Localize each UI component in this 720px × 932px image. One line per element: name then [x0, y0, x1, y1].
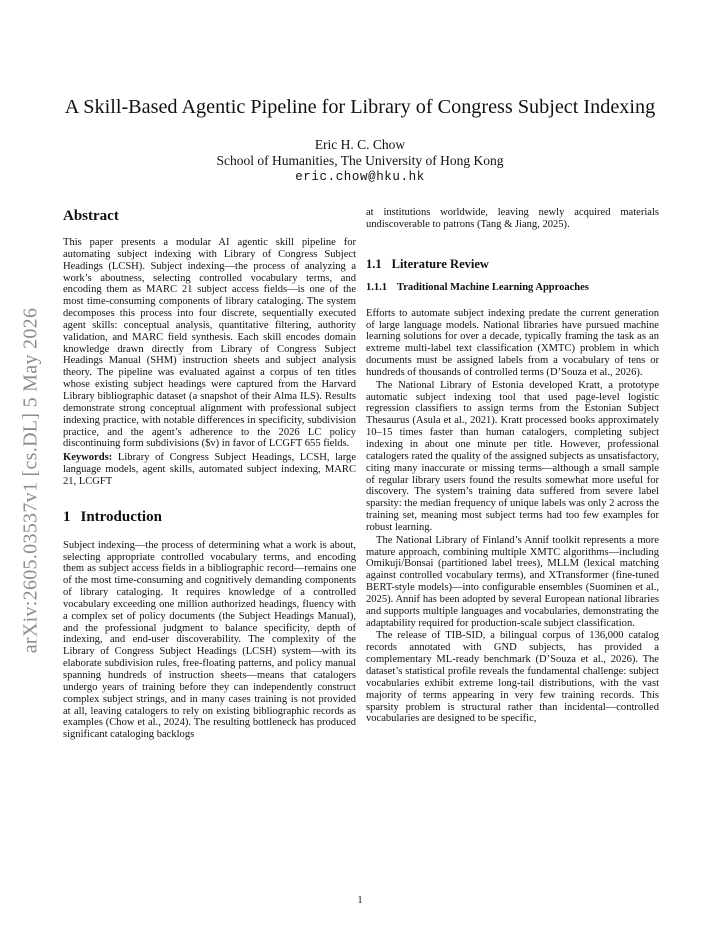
intro-heading-text: Introduction — [80, 508, 162, 525]
lit-review-number: 1.1 — [366, 256, 382, 271]
subsection-heading-text: Traditional Machine Learning Approaches — [397, 281, 589, 293]
author-block — [40, 137, 680, 185]
author-email[interactable]: eric.chow@hku.hk — [295, 170, 425, 184]
arxiv-identifier — [14, 270, 48, 690]
lit-review-paragraph: The release of TIB-SID, a bilingual corpus of 136,000 catalog records annotated with GND subjects, has provided a complementary ML-ready benchmark (D’Souza et al., 2026). The dataset’s statistical profile reveals the fundamental challenge: subject vocabularies exhibit extreme long-tail distributions, with the vast majority of terms appearing in very few training records. This sparsity problem is structural rather than incidental—controlled vocabularies are designed to be specific, — [366, 630, 659, 725]
page-number: 1 — [357, 895, 363, 906]
lit-review-heading-text: Literature Review — [391, 256, 489, 271]
abstract-heading: Abstract — [63, 208, 119, 224]
intro-paragraph-continued: at institutions worldwide, leaving newly acquired materials undiscoverable to patrons (Tang & Jiang, 2025). — [366, 207, 659, 230]
keywords-label: Keywords: — [63, 452, 113, 464]
lit-review-paragraph: Efforts to automate subject indexing predate the current generation of large language models. National libraries have pursued machine learning solutions for over a decade, typically framing the task as an extreme multi-label text classification (XMTC) problem in which documents must be assigned labels from a vocabulary of tens or hundreds of thousands of controlled terms (D’Souza et al., 2026). — [366, 307, 659, 378]
arxiv-identifier-text: arXiv:2605.03537v1 [cs.DL] 5 May 2026 — [19, 307, 42, 653]
subsection-number: 1.1.1 — [366, 281, 387, 293]
keywords-text: Library of Congress Subject Headings, LCSH, large language models, agent skills, automated subject indexing, MARC 21, LCGFT — [63, 452, 356, 487]
intro-heading — [63, 508, 356, 526]
lit-review-paragraph: The National Library of Finland’s Annif toolkit represents a more mature approach, combining multiple XMTC algorithms—including Omikuji/Bonsai (partitioned label trees), MLLM (lexical matching against controlled vocabulary terms), and XTransformer (fine-tuned BERT-style models)—into configurable ensembles (Suominen et al., 2025). Annif has been adopted by several European national libraries and supports multiple languages and vocabularies, demonstrating the adaptability required for production-scale subject classification. — [366, 534, 659, 629]
intro-heading-number: 1 — [63, 508, 71, 525]
abstract-text: This paper presents a modular AI agentic skill pipeline for automating subject indexing with Library of Congress Subject Headings (LCSH). Subject indexing—the process of analyzing a work’s aboutness, selecting controlled vocabulary terms, and encoding them as MARC 21 subject access fields—is one of the most time-consuming components of library cataloging. The system decomposes this process into four discrete, sequentially executed agent skills: conceptual analysis, quantitative filtering, authority validation, and MARC field synthesis. Each skill encodes domain knowledge drawn directly from Library of Congress Subject Headings Manual (SHM) instruction sheets and subject analysis theory. The pipeline was evaluated against a corpus of ten titles whose existing subject headings were captured from the Harvard Library bibliographic dataset (a snapshot of their Alma ILS). Results demonstrate strong conceptual alignment with professional subject indexing practice, with notable differences in specificity, subdivision practice, and the agent’s adherence to the 2026 LC policy discontinuing form subdivisions ($v) in favor of LCGFT 655 fields. — [63, 237, 356, 450]
paper-title: A Skill-Based Agentic Pipeline for Library of Congress Subject Indexing — [64, 96, 656, 118]
author-affiliation: School of Humanities, The University of Hong Kong — [216, 153, 504, 168]
intro-paragraph: Subject indexing—the process of determining what a work is about, selecting appropriate controlled vocabulary terms, and encoding them as subject access fields in a bibliographic record—remains one of the most time-consuming and cognitively demanding components of library cataloging. It requires knowledge of a controlled vocabulary exceeding one million authorized headings, fluency with a complex set of policy documents (the Subject Headings Manual), and the professional judgment to balance specificity, depth of indexing, and end-user discoverability. The complexity of the Library of Congress Subject Headings (LCSH) system—with its elaborate subdivision rules, free-floating patterns, and policy manual spanning hundreds of instruction sheets—means that catalogers undergo years of training before they can independently construct complex subject strings, and in many cases training is not provided at all, leaving catalogers to rely on existing bibliographic records as examples (Chow et al., 2024). The resulting bottleneck has produced significant cataloging backlogs — [63, 539, 356, 741]
subsection-heading — [366, 281, 659, 294]
lit-review-heading — [366, 257, 659, 272]
left-column — [63, 207, 356, 741]
right-column — [366, 207, 659, 725]
keywords — [63, 452, 356, 488]
lit-review-paragraph: The National Library of Estonia developed Kratt, a prototype automatic subject indexing tool that used page-level logistic regression classifiers to assign terms from the Estonian Subject Thesaurus (Asula et al., 2021). Kratt processed books approximately 10–15 times faster than human catalogers, completing subject indexing in about one minute per title. However, professional catalogers rated the quality of the assigned subjects as unsatisfactory, citing many inaccurate or missing terms—although a small sample of regular library users found the results somewhat more useful for discovery. The system’s training data suffered from severe label sparsity: the median frequency of unique labels was only 2 across the training set, meaning most subject terms had too few examples for robust learning. — [366, 379, 659, 533]
author-name: Eric H. C. Chow — [314, 137, 406, 152]
